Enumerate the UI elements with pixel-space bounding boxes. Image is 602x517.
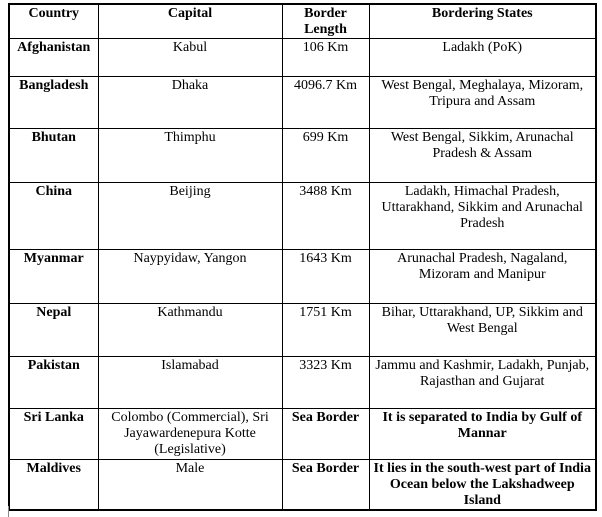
header-capital: Capital (98, 4, 282, 39)
border-length-cell: 4096.7 Km (282, 77, 369, 129)
header-bordering-states: Bordering States (369, 4, 596, 39)
border-length-cell: Sea Border (282, 460, 369, 511)
table-row (9, 183, 596, 250)
border-length-cell: 106 Km (282, 39, 369, 77)
capital-cell: Kathmandu (98, 304, 282, 357)
india-bordering-countries-table (8, 3, 597, 511)
country-cell: China (9, 183, 98, 250)
capital-cell: Thimphu (98, 129, 282, 183)
country-cell: Bhutan (9, 129, 98, 183)
capital-cell: Islamabad (98, 357, 282, 409)
bordering-states-cell: West Bengal, Sikkim, Arunachal Pradesh & Assam (369, 129, 596, 183)
header-border-length: Border Length (282, 4, 369, 39)
table-row (9, 129, 596, 183)
border-length-cell: 1751 Km (282, 304, 369, 357)
country-cell: Pakistan (9, 357, 98, 409)
bordering-states-cell: Bihar, Uttarakhand, UP, Sikkim and West Bengal (369, 304, 596, 357)
capital-cell: Beijing (98, 183, 282, 250)
header-country: Country (9, 4, 98, 39)
border-length-cell: 699 Km (282, 129, 369, 183)
bordering-states-cell: West Bengal, Meghalaya, Mizoram, Tripura and Assam (369, 77, 596, 129)
table-row (9, 250, 596, 304)
stray-cursor-mark (8, 506, 9, 517)
capital-cell: Kabul (98, 39, 282, 77)
bordering-states-cell: Ladakh, Himachal Pradesh, Uttarakhand, Sikkim and Arunachal Pradesh (369, 183, 596, 250)
table-row (9, 357, 596, 409)
country-cell: Maldives (9, 460, 98, 511)
capital-cell: Naypyidaw, Yangon (98, 250, 282, 304)
capital-cell: Male (98, 460, 282, 511)
table-row (9, 409, 596, 460)
capital-cell: Colombo (Commercial), Sri Jayawardenepura Kotte (Legislative) (98, 409, 282, 460)
capital-cell: Dhaka (98, 77, 282, 129)
country-cell: Sri Lanka (9, 409, 98, 460)
country-cell: Afghanistan (9, 39, 98, 77)
bordering-states-cell: It is separated to India by Gulf of Mannar (369, 409, 596, 460)
bordering-states-cell: It lies in the south-west part of India Ocean below the Lakshadweep Island (369, 460, 596, 511)
country-cell: Nepal (9, 304, 98, 357)
table-row (9, 77, 596, 129)
country-cell: Bangladesh (9, 77, 98, 129)
country-cell: Myanmar (9, 250, 98, 304)
border-length-cell: Sea Border (282, 409, 369, 460)
table-row (9, 304, 596, 357)
bordering-states-cell: Ladakh (PoK) (369, 39, 596, 77)
border-length-cell: 3488 Km (282, 183, 369, 250)
header-row (9, 4, 596, 39)
table-row (9, 39, 596, 77)
table-row (9, 460, 596, 511)
bordering-states-cell: Arunachal Pradesh, Nagaland, Mizoram and Manipur (369, 250, 596, 304)
border-length-cell: 1643 Km (282, 250, 369, 304)
bordering-states-cell: Jammu and Kashmir, Ladakh, Punjab, Rajasthan and Gujarat (369, 357, 596, 409)
border-length-cell: 3323 Km (282, 357, 369, 409)
